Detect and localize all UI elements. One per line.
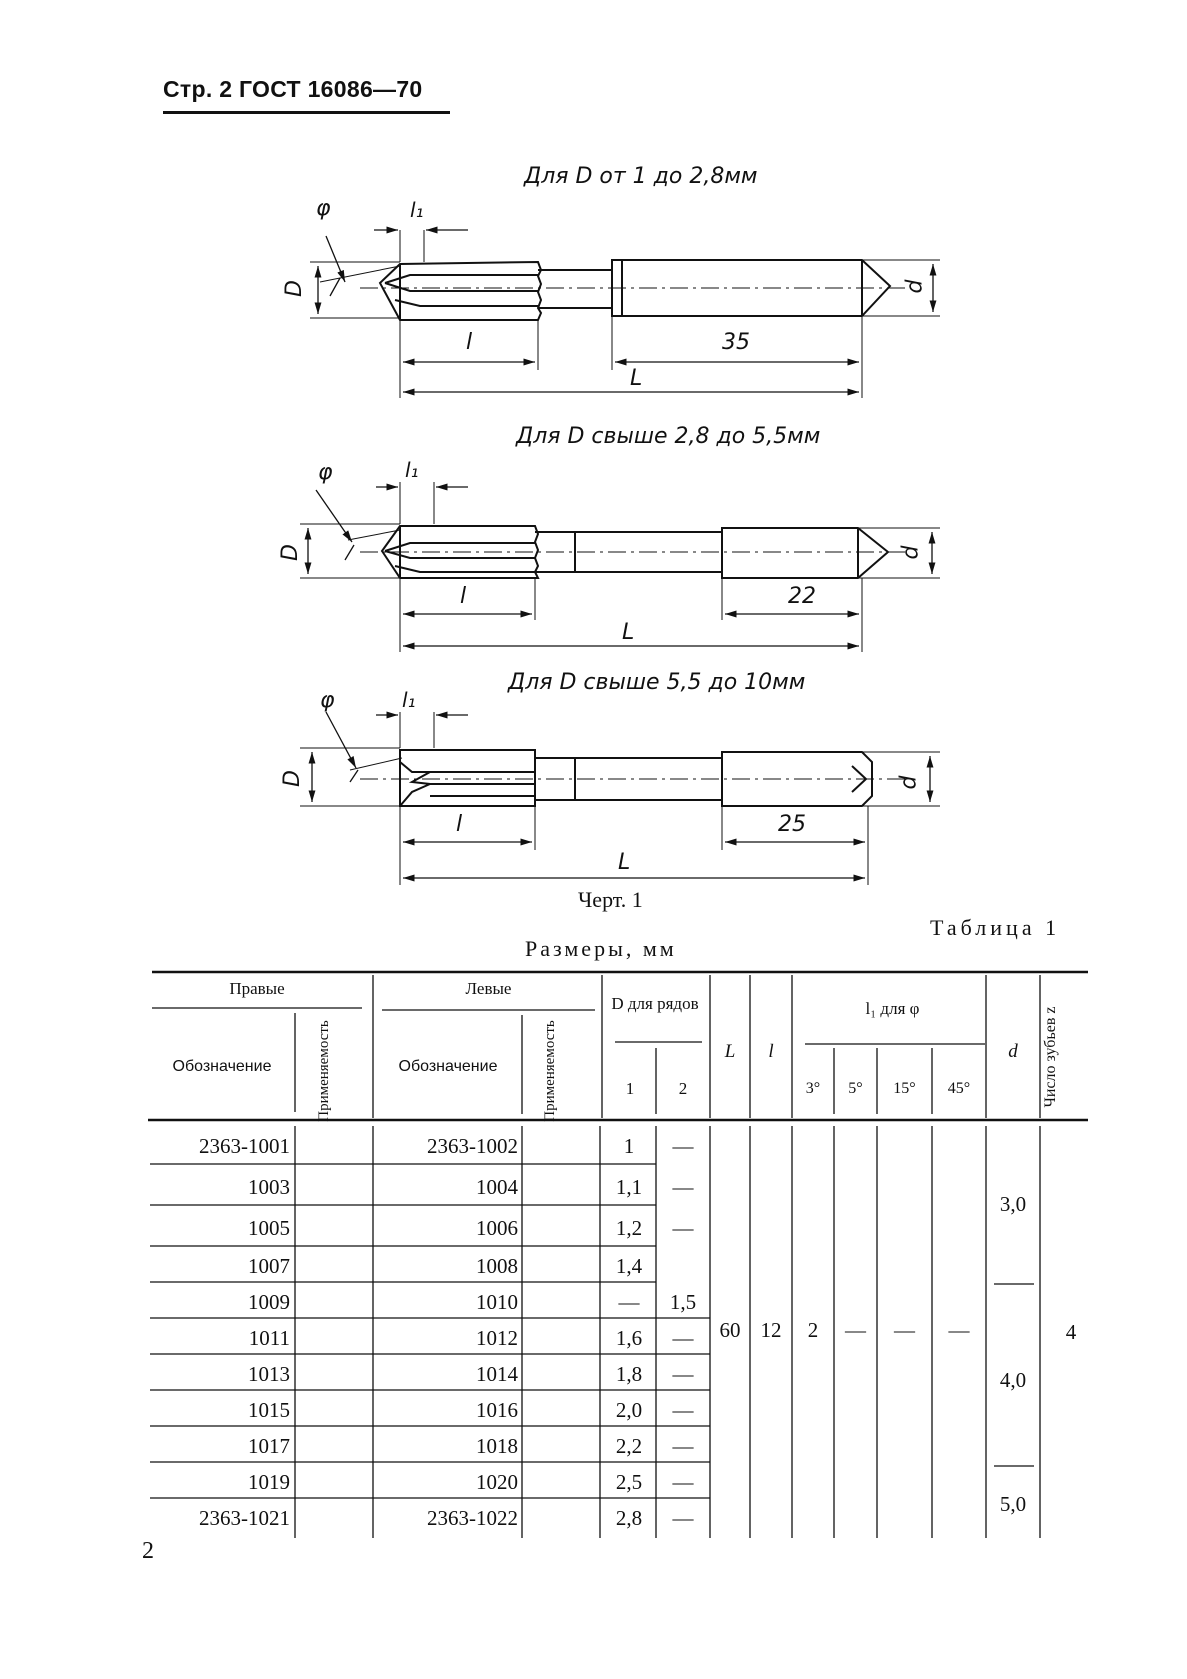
cell-3deg: 2: [807, 1318, 819, 1342]
cell-D-row2: —: [672, 1326, 694, 1350]
cell-left-designation: 1006: [476, 1216, 518, 1240]
th-row1: 1: [625, 1079, 635, 1098]
cell-right-designation: 1011: [248, 1326, 290, 1350]
cell-D-row2: —: [672, 1175, 694, 1199]
cell-D-row1: 1,8: [615, 1362, 643, 1386]
d2-l1-label: l₁: [405, 458, 419, 482]
cell-D-row1: 2,5: [615, 1470, 643, 1494]
th-left-designation: Обозначение: [398, 1058, 498, 1075]
cell-left-designation: 1018: [476, 1434, 518, 1458]
cell-D-row2: —: [672, 1134, 694, 1158]
th-right-designation: Обозначение: [172, 1058, 272, 1075]
page-number: 2: [142, 1538, 154, 1564]
cell-right-designation: 1003: [248, 1175, 290, 1199]
cell-L: 60: [719, 1318, 741, 1342]
cell-right-designation: 1017: [248, 1434, 290, 1458]
cell-left-designation: 1004: [476, 1175, 518, 1199]
cell-right-designation: 1013: [248, 1362, 290, 1386]
th-l: l: [768, 1041, 774, 1062]
d1-shank-label: 35: [722, 330, 750, 355]
figure-label: Черт. 1: [578, 887, 643, 912]
cell-45deg: —: [948, 1318, 970, 1342]
cell-D-row1: —: [618, 1290, 640, 1314]
th-teeth: Число зубьев z: [1042, 1006, 1059, 1108]
cell-right-designation: 1009: [248, 1290, 290, 1314]
d3-shank-label: 25: [778, 812, 806, 837]
cell-left-designation: 1010: [476, 1290, 518, 1314]
th-right-applicability: Применяемость: [316, 1020, 332, 1122]
th-D-rows: D для рядов: [611, 994, 699, 1013]
cell-right-designation: 1007: [248, 1254, 290, 1278]
cell-l: 12: [760, 1318, 782, 1342]
cell-right-designation: 1015: [248, 1398, 290, 1422]
th-right: Правые: [229, 979, 285, 998]
cell-right-designation: 1005: [248, 1216, 290, 1240]
cell-D-row1: 1,1: [615, 1175, 643, 1199]
d2-L-label: L: [622, 620, 635, 645]
d3-l-label: l: [456, 812, 463, 837]
cell-D-row1: 2,0: [615, 1398, 643, 1422]
d3-l1-label: l₁: [402, 688, 416, 712]
cell-D-row1: 1,4: [615, 1254, 643, 1278]
cell-left-designation: 1014: [476, 1362, 518, 1386]
cell-right-designation: 2363-1021: [199, 1506, 290, 1530]
cell-5deg: —: [845, 1318, 866, 1342]
cell-D-row1: 2,2: [615, 1434, 643, 1458]
drawing-2-caption: Для D свыше 2,8 до 5,5мм: [516, 424, 821, 449]
d2-d-label: d: [898, 545, 924, 560]
d1-l-label: l: [466, 330, 473, 355]
d3-phi-label: φ: [320, 688, 335, 713]
th-45deg: 45°: [947, 1080, 971, 1097]
cell-left-designation: 1020: [476, 1470, 518, 1494]
d3-D-label: D: [279, 770, 305, 787]
cell-right-designation: 1019: [248, 1470, 290, 1494]
d1-D-label: D: [281, 280, 307, 297]
cell-D-row1: 1: [623, 1134, 635, 1158]
d1-L-label: L: [630, 366, 643, 391]
drawing-3-caption: Для D свыше 5,5 до 10мм: [508, 670, 806, 695]
cell-D-row2: —: [672, 1362, 694, 1386]
cell-left-designation: 1016: [476, 1398, 518, 1422]
cell-right-designation: 2363-1001: [199, 1134, 290, 1158]
cell-D-row2: —: [672, 1434, 694, 1458]
d2-phi-label: φ: [318, 460, 333, 485]
cell-D-row1: 1,2: [615, 1216, 643, 1240]
cell-d-2: 4,0: [999, 1368, 1027, 1392]
th-row2: 2: [678, 1079, 688, 1098]
cell-D-row2: —: [672, 1506, 694, 1530]
cell-left-designation: 1008: [476, 1254, 518, 1278]
cell-left-designation: 1012: [476, 1326, 518, 1350]
cell-D-row1: 1,6: [615, 1326, 643, 1350]
d1-d-label: d: [902, 279, 928, 294]
cell-D-row2: 1,5: [669, 1290, 697, 1314]
th-d: d: [1008, 1041, 1018, 1062]
cell-d-3: 5,0: [999, 1492, 1027, 1516]
d3-L-label: L: [618, 850, 631, 875]
cell-D-row2: —: [672, 1216, 694, 1240]
table-number: Таблица 1: [930, 915, 1061, 940]
cell-D-row2: —: [672, 1398, 694, 1422]
cell-left-designation: 2363-1002: [427, 1134, 518, 1158]
page-header: Стр. 2 ГОСТ 16086—70: [163, 76, 423, 102]
cell-d-1: 3,0: [999, 1192, 1027, 1216]
cell-D-row2: —: [672, 1470, 694, 1494]
d2-D-label: D: [277, 544, 303, 561]
d3-d-label: d: [896, 775, 922, 790]
th-3deg: 3°: [805, 1080, 821, 1097]
d2-shank-label: 22: [788, 584, 816, 609]
th-L: L: [724, 1041, 736, 1062]
th-5deg: 5°: [848, 1080, 863, 1097]
cell-left-designation: 2363-1022: [427, 1506, 518, 1530]
d1-phi-label: φ: [316, 196, 331, 221]
cell-D-row1: 2,8: [615, 1506, 643, 1530]
table-title: Размеры, мм: [525, 936, 677, 961]
th-left-applicability: Применяемость: [542, 1020, 558, 1122]
cell-teeth: 4: [1065, 1320, 1077, 1344]
d1-l1-label: l₁: [410, 198, 424, 222]
cell-15deg: —: [894, 1318, 915, 1342]
th-left: Левые: [465, 979, 512, 998]
th-l1-phi: l₁ для φ: [865, 999, 920, 1018]
th-15deg: 15°: [893, 1080, 916, 1097]
drawing-1-caption: Для D от 1 до 2,8мм: [524, 164, 758, 189]
d2-l-label: l: [460, 584, 467, 609]
